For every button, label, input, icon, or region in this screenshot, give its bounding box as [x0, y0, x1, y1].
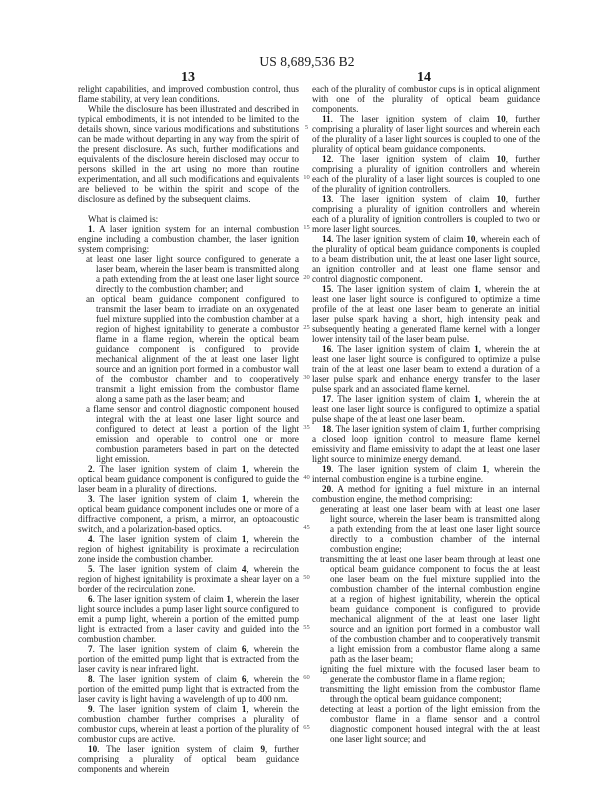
- claim-text: . The laser ignition system of claim: [92, 704, 242, 714]
- claim-text: , wherein the at least one laser light source is configured to optimize a spatial pulse shape of the at least one laser beam.: [312, 394, 541, 424]
- claim-12: [312, 154, 540, 194]
- claim-16: [312, 344, 540, 394]
- claim-number: 15: [322, 284, 332, 294]
- claim-text: . The laser ignition system of claim: [331, 154, 497, 164]
- claim-text: , further comprising a closed loop ignition control to measure flame kernel emissivity and flame emissivity to adapt the at least one laser light source to minimize energy demand.: [312, 424, 541, 464]
- line-number: 60: [303, 674, 310, 681]
- claim-reference: 10: [496, 114, 506, 124]
- claim-text: , wherein the region of highest ignitability is proximate a recirculation zone inside the combustion chamber.: [78, 534, 299, 564]
- line-number: 20: [303, 274, 310, 281]
- claim-reference: 1: [241, 534, 247, 544]
- method-step: generating at least one laser beam with at least one laser light source, wherein the laser beam is transmitted along a path extending from the at least one laser light source directly to a combustion chamber of the internal combustion engine;: [320, 504, 540, 554]
- claim-reference: 10: [496, 154, 506, 164]
- claim-19: [312, 464, 540, 484]
- claim-number: 3: [88, 494, 93, 504]
- claim-text: . The laser ignition system of claim: [92, 644, 242, 654]
- claim-number: 19: [322, 464, 332, 474]
- claim-text: . The laser ignition system of claim: [331, 464, 483, 474]
- claim-text: , wherein the optical beam guidance component is configured to guide the laser beam in a plurality of directions.: [78, 464, 299, 494]
- claim-number: 1: [88, 224, 93, 234]
- claim-text: . The laser ignition system of claim: [92, 494, 242, 504]
- line-number: 30: [303, 374, 310, 381]
- claim-5: [78, 564, 299, 594]
- claim-text: , further comprising a plurality of laser light sources and wherein each of the plurality of a laser light sources is coupled to one of the plurality of optical beam guidance components.: [312, 114, 540, 154]
- claim-reference: 1: [474, 284, 479, 294]
- claim-number: 8: [88, 674, 93, 684]
- claim-text: . The laser ignition system of claim: [92, 464, 242, 474]
- claim-number: 11: [322, 114, 331, 124]
- claim-4: [78, 534, 299, 564]
- claim-element: an optical beam guidance component configured to transmit the laser beam to irradiate on an oxygenated fuel mixture supplied into the combustion chamber at a region of highest ignitability to generate a combustor flame in a flame region, wherein the optical beam guidance component is configured to provide mechanical alignment of the at least one laser light source and an ignition port formed in a combustor wall of the combustor chamber and to cooperatively transmit a light emission from the combustor flame along a same path as the laser beam; and: [86, 294, 299, 404]
- claim-14: [312, 234, 540, 284]
- claim-3: [78, 494, 299, 534]
- claim-number: 18: [322, 424, 332, 434]
- spacer: [78, 204, 299, 214]
- disclosure-paragraph: While the disclosure has been illustrated and described in typical embodiments, it is not intended to be limited to the details shown, since various modifications and substitutions can be made without departing in any way from the spirit of the present disclosure. As such, further modifications and equivalents of the disclosure herein disclosed may occur to persons skilled in the art using no more than routine experimentation, and all such modifications and equivalents are believed to be within the spirit and scope of the disclosure as defined by the subsequent claims.: [78, 104, 299, 204]
- claim-reference: 1: [226, 594, 231, 604]
- claim-number: 14: [322, 234, 332, 244]
- right-column: [312, 84, 540, 744]
- claim-preamble: . A laser ignition system for an internal combustion engine including a combustion chamber, the laser ignition system comprising:: [78, 224, 299, 254]
- claim-text: . The laser ignition system of claim: [97, 744, 261, 754]
- claim-text: . The laser ignition system of claim: [92, 594, 227, 604]
- line-number: 25: [303, 324, 310, 331]
- claim-text: . The laser ignition system of claim: [331, 394, 475, 404]
- claim-text: , wherein the optical beam guidance component includes one or more of a diffractive component, a prism, a mirror, an optoacoustic switch, and a polarization-based optics.: [78, 494, 299, 534]
- claim-reference: 9: [260, 744, 266, 754]
- claim-text: , wherein the region of highest ignitability is proximate a shear layer on a border of the recirculation zone.: [78, 564, 299, 594]
- claim-text: , wherein the combustion chamber further comprises a plurality of combustor cups, wherein at least a portion of the plurality of combustor cups are active.: [78, 704, 299, 744]
- claim-number: 12: [322, 154, 332, 164]
- method-step: igniting the fuel mixture with the focused laser beam to generate the combustor flame in a flame region;: [320, 664, 540, 684]
- claim-11: [312, 114, 540, 154]
- method-step: transmitting the light emission from the combustor flame through the optical beam guidance component;: [320, 684, 540, 704]
- claim-text: , further comprising a plurality of ignition controllers and wherein each of the plurality of a laser light sources is coupled to one of the plurality of ignition controllers.: [312, 154, 540, 194]
- claims-intro: What is claimed is:: [88, 214, 159, 224]
- line-number: 10: [303, 174, 310, 181]
- claim-reference: 1: [241, 704, 247, 714]
- left-column: [78, 84, 299, 774]
- claim-text: . The laser ignition system of claim: [92, 534, 242, 544]
- claim-text: , wherein the laser light source includes a pump laser light source configured to emit a pump light, wherein a portion of the emitted pump light is extracted from a laser cavity and guided into the combustion chamber.: [78, 594, 300, 644]
- claim-7: [78, 644, 299, 674]
- claim-9: [78, 704, 299, 744]
- claim-text: . The laser ignition system of claim: [330, 114, 497, 124]
- claim-10: [78, 744, 299, 774]
- claim-reference: 10: [496, 194, 506, 204]
- claim-text: . The laser ignition system of claim: [331, 424, 463, 434]
- claim-text: , wherein the portion of the emitted pump light that is extracted from the laser cavity is near infrared light.: [78, 644, 299, 674]
- claim-text: , wherein the portion of the emitted pump light that is extracted from the laser cavity is light having a wavelength of up to 400 nm.: [78, 674, 299, 704]
- claim-reference: 1: [462, 424, 468, 434]
- claim-text: . The laser ignition system of claim: [331, 194, 497, 204]
- claim-reference: 1: [241, 494, 247, 504]
- claim-reference: 1: [482, 464, 487, 474]
- claim-reference: 4: [241, 564, 247, 574]
- claim-6: [78, 594, 299, 644]
- claim-reference: 1: [474, 344, 479, 354]
- claim-text: , wherein the internal combustion engine is a turbine engine.: [312, 464, 540, 484]
- claim-number: 13: [322, 194, 332, 204]
- patent-number: US 8,689,536 B2: [259, 54, 355, 69]
- line-number: 45: [303, 524, 310, 531]
- claim-13: [312, 194, 540, 234]
- claim-text: . The laser ignition system of claim: [331, 344, 475, 354]
- claim-reference: 6: [241, 644, 247, 654]
- claim-18: [312, 424, 540, 464]
- claim-number: 2: [88, 464, 93, 474]
- claim-text: , wherein the at least one laser light source is configured to optimize a pulse train of the at least one laser beam to extend a duration of a laser pulse spark and enhance energy transfer to the laser pulse spark and an associated flame kernel.: [312, 344, 541, 394]
- claim-reference: 6: [241, 674, 247, 684]
- claim-text: . The laser ignition system of claim: [331, 234, 467, 244]
- claim-15: [312, 284, 540, 344]
- claim-text: . The laser ignition system of claim: [92, 564, 242, 574]
- claim-reference: 1: [474, 394, 479, 404]
- claim-number: 10: [88, 744, 98, 754]
- claim-8: [78, 674, 299, 704]
- line-number: 5: [304, 124, 309, 131]
- claim-17: [312, 394, 540, 424]
- claim-element: a flame sensor and control diagnostic component housed integral with the at least one laser light source and configured to detect at least a portion of the light emission and operable to control one or more combustion parameters based in part on the detected light emission.: [86, 404, 299, 464]
- claim-text: , wherein each of the plurality of optical beam guidance components is coupled to a beam distribution unit, the at least one laser light source, an ignition controller and at least one flame sensor and control diagnostic component.: [312, 234, 541, 284]
- claim-text: , wherein the at least one laser light source is configured to optimize a time profile of the at least one laser beam to generate an initial laser pulse spark having a short, high intensity peak and subsequently heating a generated flame kernel with a longer lower intensity tail of the laser beam pulse.: [312, 284, 541, 344]
- claim-1: [78, 224, 299, 254]
- line-number: 50: [303, 574, 310, 581]
- claim-text: . The laser ignition system of claim: [92, 674, 242, 684]
- continuation-text: each of the plurality of combustor cups is in optical alignment with one of the plurality of optical beam guidance components.: [312, 84, 540, 114]
- line-number: 55: [303, 624, 310, 631]
- column-number-right: 14: [417, 70, 431, 85]
- continuation-text: relight capabilities, and improved combustion control, thus flame stability, at very lean conditions.: [78, 84, 299, 104]
- claim-number: 16: [322, 344, 332, 354]
- claim-number: 4: [88, 534, 93, 544]
- claim-number: 9: [88, 704, 93, 714]
- line-number: 65: [303, 724, 310, 731]
- claim-number: 17: [322, 394, 332, 404]
- method-step: detecting at least a portion of the light emission from the combustor flame in a flame sensor and a control diagnostic component housed integral with the at least one laser light source; and: [320, 704, 540, 744]
- claim-number: 7: [88, 644, 93, 654]
- column-number-left: 13: [181, 70, 195, 85]
- claim-text: . The laser ignition system of claim: [331, 284, 475, 294]
- claim-20: [312, 484, 540, 504]
- claim-2: [78, 464, 299, 494]
- line-number: 35: [303, 424, 310, 431]
- line-number: 40: [303, 474, 310, 481]
- claim-text: , further comprising a plurality of optical beam guidance components and wherein: [78, 744, 300, 774]
- claim-text: , further comprising a plurality of ignition controllers and wherein each of a plurality of ignition controllers is coupled to two or more laser light sources.: [312, 194, 540, 234]
- method-step: transmitting the at least one laser beam through at least one optical beam guidance component to focus the at least one laser beam on the fuel mixture supplied into the combustion chamber of the internal combustion engine at a region of highest ignitability, wherein the optical beam guidance component is configured to provide mechanical alignment of the at least one laser light source and an ignition port formed in a combustor wall of the combustion chamber and to cooperatively transmit a light emission from a combustor flame along a same path as the laser beam;: [320, 554, 540, 664]
- claim-preamble: . A method for igniting a fuel mixture in an internal combustion engine, the method comprising:: [312, 484, 540, 504]
- claim-reference: 10: [466, 234, 476, 244]
- claim-number: 20: [322, 484, 332, 494]
- claim-number: 6: [88, 594, 93, 604]
- claim-reference: 1: [241, 464, 247, 474]
- claim-number: 5: [88, 564, 93, 574]
- line-number: 15: [303, 224, 310, 231]
- claim-element: at least one laser light source configured to generate a laser beam, wherein the laser beam is transmitted along a path extending from the at least one laser light source directly to the combustion chamber; and: [86, 254, 299, 294]
